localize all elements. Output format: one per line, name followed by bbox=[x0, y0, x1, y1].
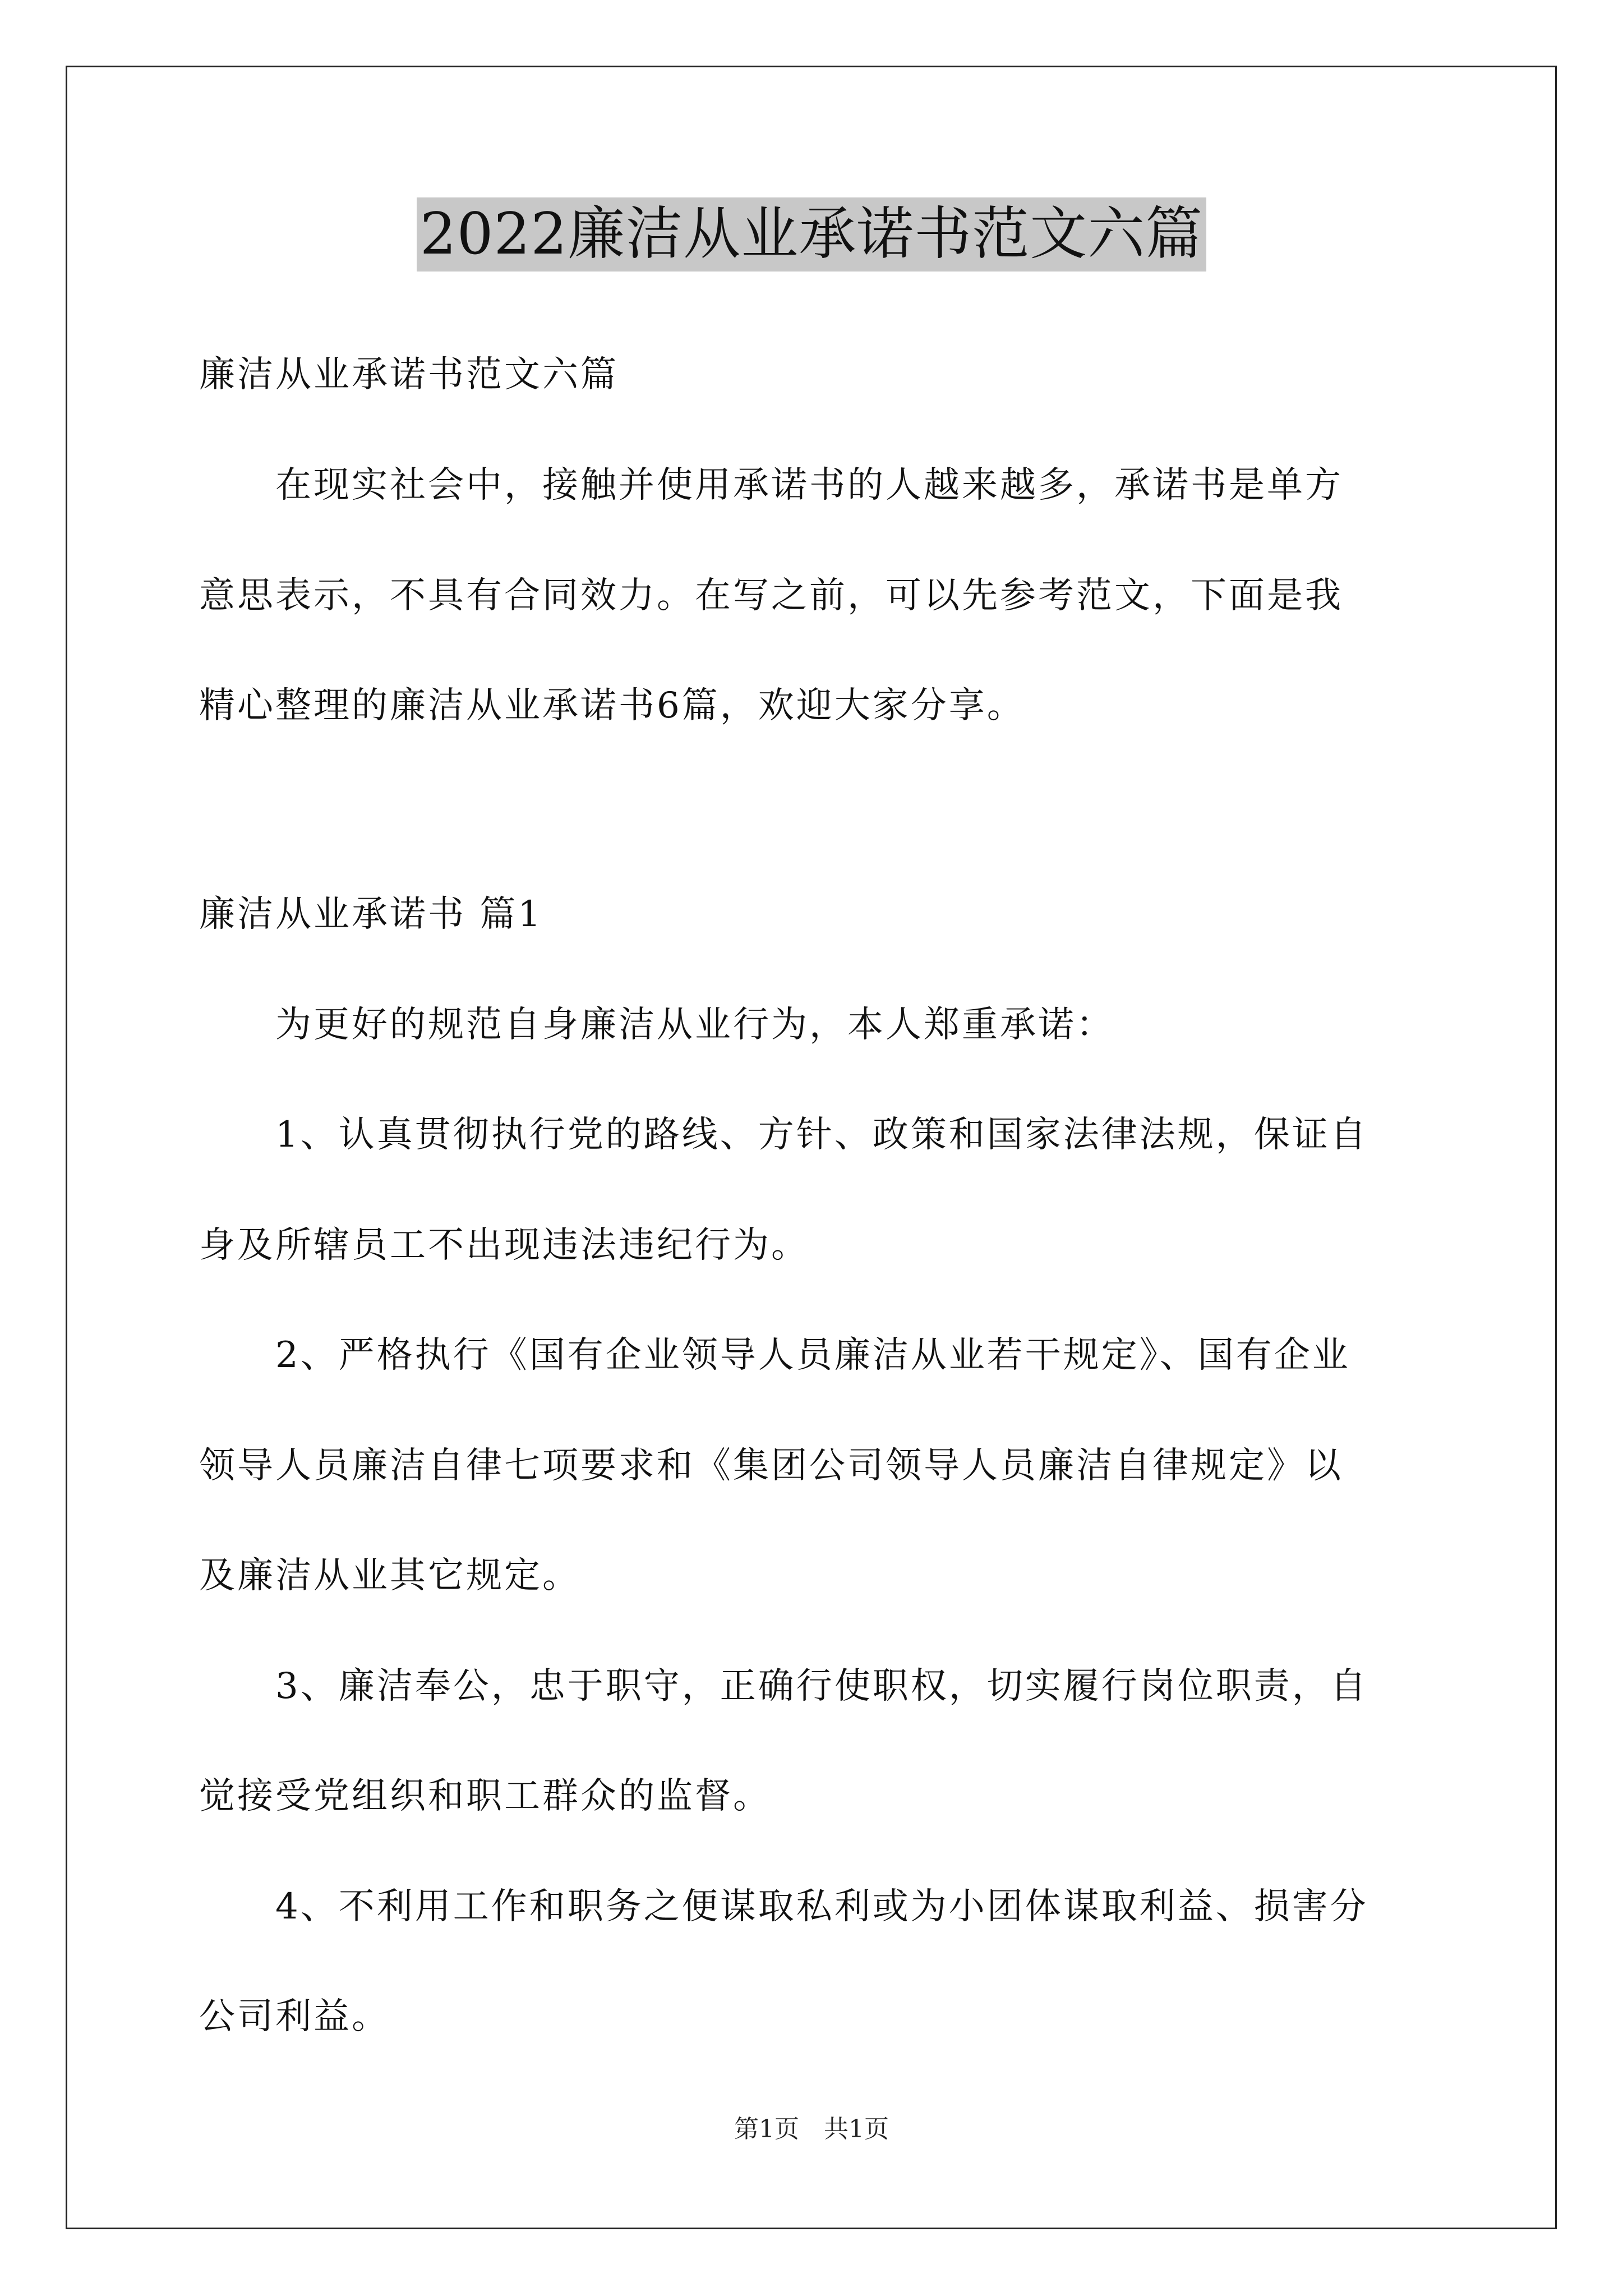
section-heading: 廉洁从业承诺书 篇1 bbox=[199, 894, 543, 935]
body-line: 公司利益。 bbox=[199, 1996, 390, 2037]
page-footer: 第1页 共1页 bbox=[734, 2115, 889, 2143]
body-line: 觉接受党组织和职工群众的监督。 bbox=[199, 1775, 771, 1817]
body-line: 4、不利用工作和职务之便谋取私利或为小团体谋取利益、损害分 bbox=[199, 1886, 1368, 1927]
intro-line-1: 在现实社会中，接触并使用承诺书的人越来越多，承诺书是单方 bbox=[199, 464, 1343, 506]
document-title: 2022廉洁从业承诺书范文六篇 bbox=[417, 197, 1207, 272]
intro-line-3: 精心整理的廉洁从业承诺书6篇，欢迎大家分享。 bbox=[199, 685, 1025, 726]
body-line: 为更好的规范自身廉洁从业行为，本人郑重承诺： bbox=[199, 1004, 1114, 1046]
body-line: 及廉洁从业其它规定。 bbox=[199, 1555, 580, 1596]
intro-line-2: 意思表示，不具有合同效力。在写之前，可以先参考范文，下面是我 bbox=[199, 575, 1343, 616]
title-container bbox=[0, 197, 1623, 272]
body-line: 身及所辖员工不出现违法违纪行为。 bbox=[199, 1225, 809, 1266]
body-line: 领导人员廉洁自律七项要求和《集团公司领导人员廉洁自律规定》以 bbox=[199, 1445, 1343, 1487]
body-line: 2、严格执行《国有企业领导人员廉洁从业若干规定》、国有企业 bbox=[199, 1335, 1350, 1376]
subtitle-line: 廉洁从业承诺书范文六篇 bbox=[199, 354, 619, 395]
body-line: 1、认真贯彻执行党的路线、方针、政策和国家法律法规，保证自 bbox=[199, 1114, 1368, 1156]
body-line: 3、廉洁奉公，忠于职守，正确行使职权，切实履行岗位职责，自 bbox=[199, 1665, 1368, 1707]
